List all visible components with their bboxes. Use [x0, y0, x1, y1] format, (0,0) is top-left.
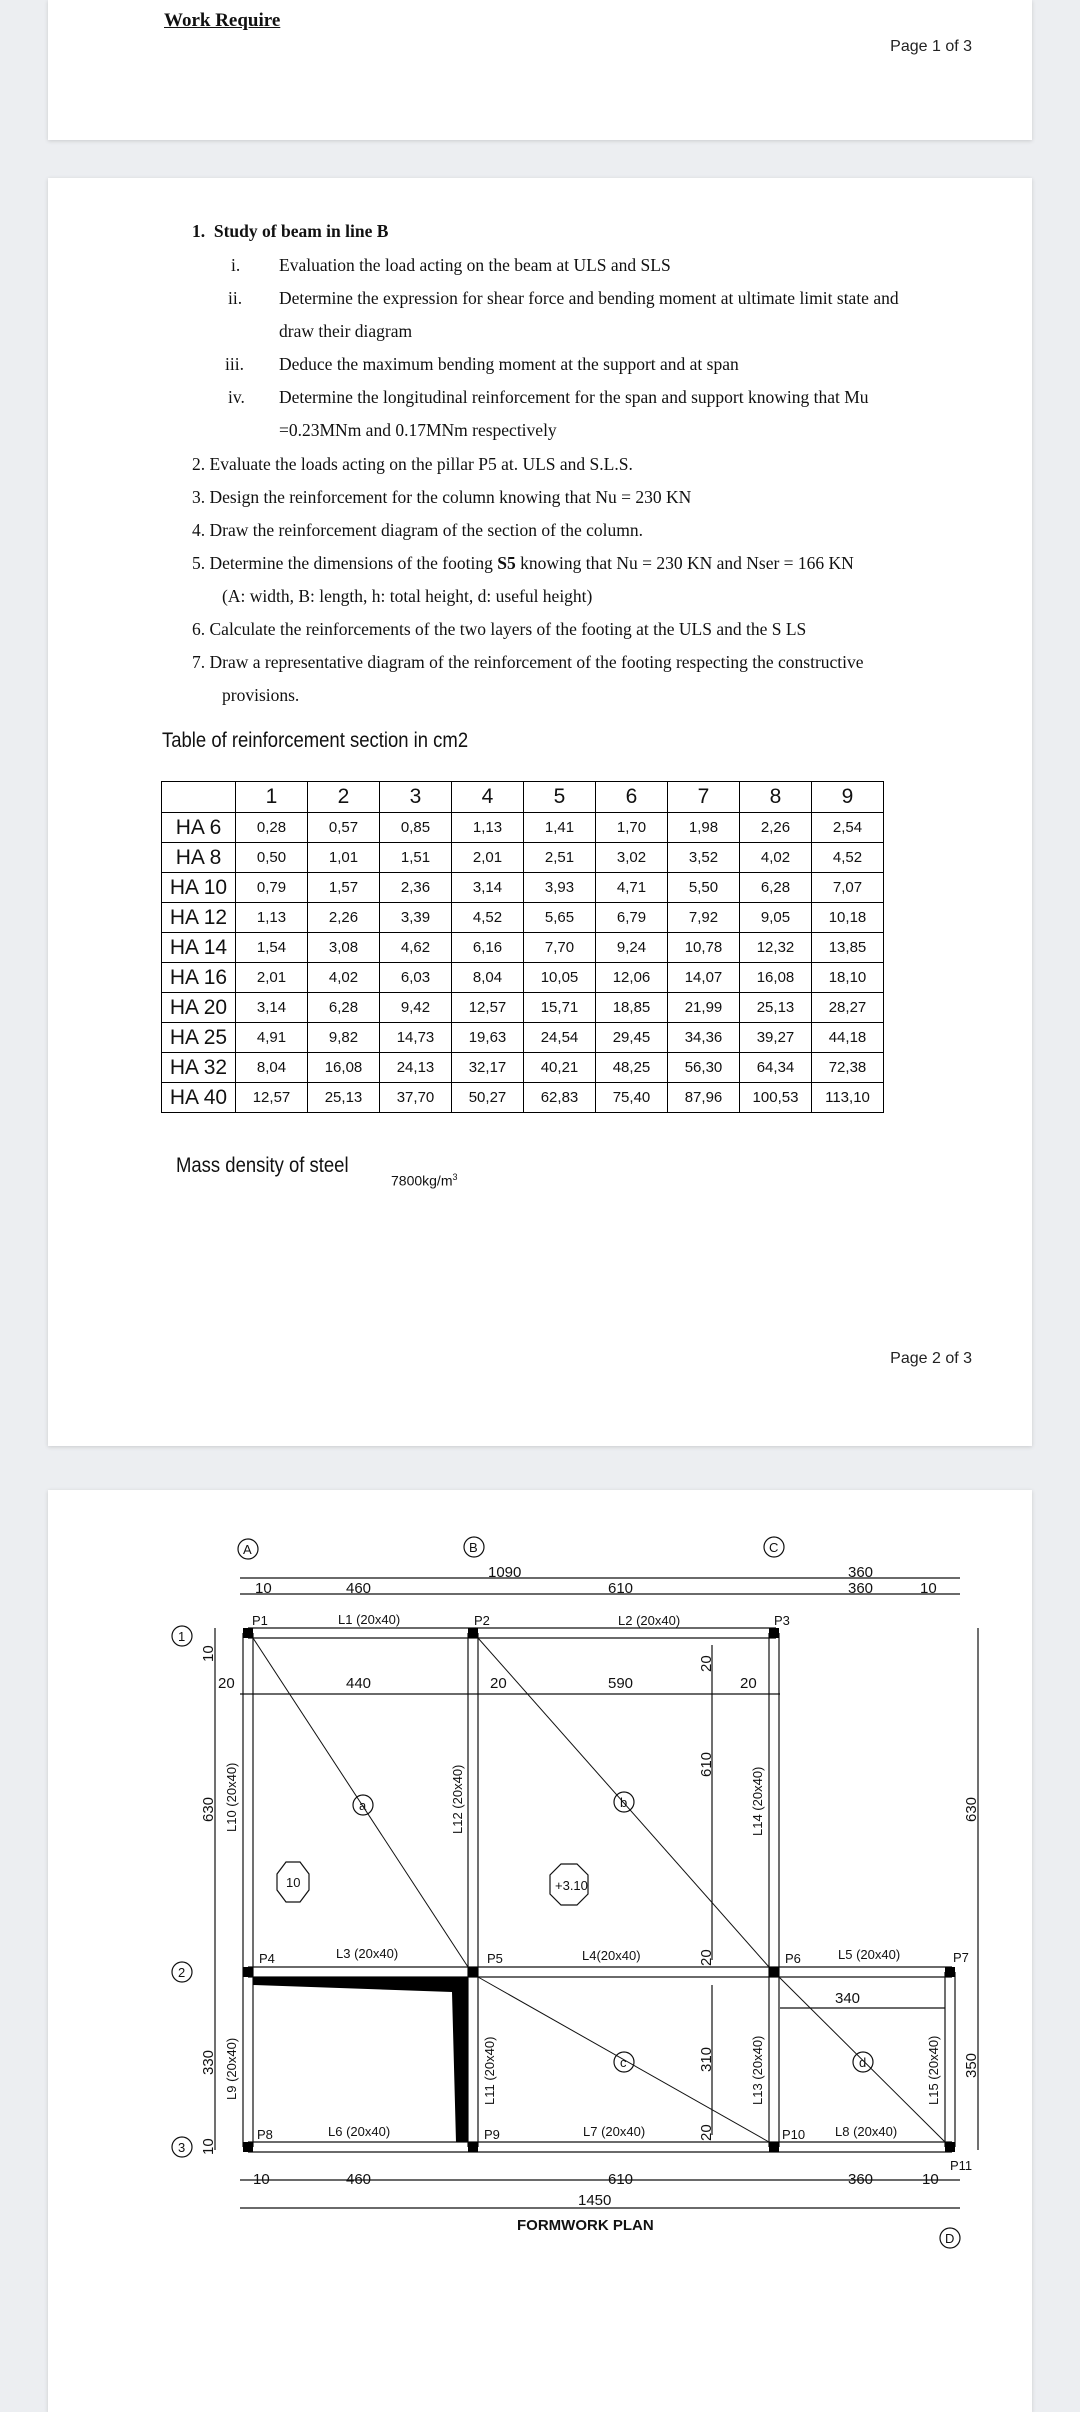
- beam-l4: L4(20x40): [582, 1948, 641, 1963]
- table-cell: 0,57: [308, 813, 380, 843]
- pillar-p10: P10: [782, 2127, 806, 2142]
- table-cell: 1,01: [308, 843, 380, 873]
- pillar-p8: P8: [257, 2127, 273, 2142]
- dim-610-top: 610: [608, 1580, 634, 1597]
- question-7-line-2: provisions.: [222, 685, 300, 705]
- table-title: Table of reinforcement section in cm2: [162, 729, 469, 752]
- table-cell: 5,65: [524, 903, 596, 933]
- table-cell: 4,02: [740, 843, 812, 873]
- table-cell: 113,10: [812, 1083, 884, 1113]
- table-cell: 9,82: [308, 1023, 380, 1053]
- table-header-cell: 3: [380, 782, 452, 813]
- dim-20: 20: [490, 1675, 507, 1692]
- table-cell: 5,50: [668, 873, 740, 903]
- table-cell: 50,27: [452, 1083, 524, 1113]
- table-cell: 3,08: [308, 933, 380, 963]
- question-3: 3. Design the reinforcement for the column knowing that Nu = 230 KN: [192, 487, 692, 507]
- table-cell: 2,36: [380, 873, 452, 903]
- beam-l2: L2 (20x40): [618, 1613, 681, 1628]
- table-cell: 10,78: [668, 933, 740, 963]
- table-cell: 75,40: [596, 1083, 668, 1113]
- table-cell: 64,34: [740, 1053, 812, 1083]
- table-cell: 1,13: [236, 903, 308, 933]
- slab-b: b: [620, 1795, 628, 1810]
- table-cell: 25,13: [740, 993, 812, 1023]
- axis-d-label: D: [945, 2231, 955, 2246]
- table-cell: 6,16: [452, 933, 524, 963]
- pillar-p11: P11: [950, 2158, 973, 2173]
- table-cell: 4,91: [236, 1023, 308, 1053]
- table-cell: 100,53: [740, 1083, 812, 1113]
- question-7: 7. Draw a representative diagram of the reinforcement of the footing respecting the constructive: [192, 652, 864, 672]
- pillar-p3: P3: [774, 1613, 790, 1628]
- table-cell: 4,02: [308, 963, 380, 993]
- table-cell: 3,52: [668, 843, 740, 873]
- table-cell: 2,01: [236, 963, 308, 993]
- table-cell: 8,04: [236, 1053, 308, 1083]
- table-cell: 1,54: [236, 933, 308, 963]
- slab-a: a: [359, 1798, 367, 1813]
- dim-630-right: 630: [963, 1796, 980, 1822]
- page-number: Page 1 of 3: [890, 38, 972, 55]
- dim-360: 360: [848, 1580, 874, 1597]
- table-cell: 32,17: [452, 1053, 524, 1083]
- table-cell: 44,18: [812, 1023, 884, 1053]
- footing-id: S5: [497, 553, 516, 573]
- dim-10-top-left: 10: [255, 1580, 272, 1597]
- table-cell: 29,45: [596, 1023, 668, 1053]
- axis-c-label: C: [769, 1540, 779, 1555]
- table-cell: 2,51: [524, 843, 596, 873]
- table-cell: 2,26: [308, 903, 380, 933]
- dim-1090: 1090: [488, 1564, 522, 1581]
- question-5-text-end: knowing that Nu = 230 KN and Nser = 166 KN: [515, 553, 854, 573]
- table-cell: 16,08: [740, 963, 812, 993]
- table-cell: 0,50: [236, 843, 308, 873]
- dim-10-left-top: 10: [200, 1645, 217, 1662]
- dim-460-bottom: 460: [346, 2171, 372, 2188]
- table-cell: 21,99: [668, 993, 740, 1023]
- table-cell: 10,18: [812, 903, 884, 933]
- question-5-text: 5. Determine the dimensions of the footing: [192, 553, 498, 573]
- table-cell: 3,02: [596, 843, 668, 873]
- dim-610-vertical: 610: [698, 1751, 715, 1777]
- level-mark: +3.10: [555, 1878, 588, 1893]
- q1-item-number: iii.: [225, 354, 244, 374]
- pillar-p7: P7: [953, 1950, 969, 1965]
- slab-c: c: [620, 2055, 627, 2070]
- dim-360-top: 360: [848, 1564, 874, 1581]
- bar-type-label: HA 40: [162, 1083, 236, 1113]
- table-cell: 39,27: [740, 1023, 812, 1053]
- table-cell: 4,62: [380, 933, 452, 963]
- dim-1450: 1450: [578, 2192, 612, 2209]
- question-2: 2. Evaluate the loads acting on the pillar P5 at. ULS and S.L.S.: [192, 454, 633, 474]
- table-cell: 8,04: [452, 963, 524, 993]
- plan-title: FORMWORK PLAN: [517, 2217, 654, 2234]
- table-cell: 4,52: [812, 843, 884, 873]
- q1-item-text: =0.23MNm and 0.17MNm respectively: [279, 420, 557, 440]
- q1-item-text: Determine the expression for shear force and bending moment at ultimate limit state and: [279, 288, 899, 308]
- table-header-cell: 9: [812, 782, 884, 813]
- mark-10: 10: [286, 1875, 301, 1890]
- beam-l15: L15 (20x40): [926, 2035, 941, 2105]
- table-cell: 1,41: [524, 813, 596, 843]
- axis-a-label: A: [243, 1542, 252, 1557]
- table-cell: 7,92: [668, 903, 740, 933]
- dim-340: 340: [835, 1990, 861, 2007]
- q1-item-text: Determine the longitudinal reinforcement for the span and support knowing that Mu: [279, 387, 869, 407]
- dim-630-left: 630: [200, 1796, 217, 1822]
- table-cell: 2,01: [452, 843, 524, 873]
- axis-3-label: 3: [178, 2140, 186, 2155]
- beam-l13: L13 (20x40): [750, 2035, 765, 2105]
- q1-item-number: ii.: [228, 288, 243, 308]
- dim-330: 330: [200, 2049, 217, 2075]
- bar-type-label: HA 14: [162, 933, 236, 963]
- bar-type-label: HA 32: [162, 1053, 236, 1083]
- beam-l3: L3 (20x40): [336, 1946, 399, 1961]
- pillar-p9: P9: [484, 2127, 500, 2142]
- table-cell: 10,05: [524, 963, 596, 993]
- table-cell: 12,57: [452, 993, 524, 1023]
- beam-l1: L1 (20x40): [338, 1612, 401, 1627]
- axis-b-label: B: [469, 1540, 478, 1555]
- q1-item-number: i.: [231, 255, 241, 275]
- question-4: 4. Draw the reinforcement diagram of the section of the column.: [192, 520, 643, 540]
- table-cell: 9,42: [380, 993, 452, 1023]
- page-number-2: Page 2 of 3: [890, 1350, 972, 1367]
- table-cell: 6,79: [596, 903, 668, 933]
- bar-type-label: HA 25: [162, 1023, 236, 1053]
- bar-type-label: HA 8: [162, 843, 236, 873]
- pillar-p2: P2: [474, 1613, 490, 1628]
- pillar-p1: P1: [252, 1613, 268, 1628]
- bar-type-label: HA 16: [162, 963, 236, 993]
- beam-l7: L7 (20x40): [583, 2124, 646, 2139]
- table-cell: 7,70: [524, 933, 596, 963]
- density-exponent: 3: [452, 1172, 458, 1182]
- page-header: Work Require: [164, 10, 281, 31]
- beam-l11: L11 (20x40): [482, 2036, 497, 2105]
- q1-item-text: Deduce the maximum bending moment at the support and at span: [279, 354, 739, 374]
- table-cell: 1,51: [380, 843, 452, 873]
- dim-610-bottom: 610: [608, 2171, 634, 2188]
- table-cell: 13,85: [812, 933, 884, 963]
- table-cell: 62,83: [524, 1083, 596, 1113]
- table-cell: 2,26: [740, 813, 812, 843]
- table-cell: 24,54: [524, 1023, 596, 1053]
- table-cell: 12,57: [236, 1083, 308, 1113]
- table-cell: 16,08: [308, 1053, 380, 1083]
- table-cell: 1,57: [308, 873, 380, 903]
- table-cell: 18,10: [812, 963, 884, 993]
- table-header-cell: 2: [308, 782, 380, 813]
- dim-440: 440: [346, 1675, 372, 1692]
- q1-item-text: Evaluation the load acting on the beam at ULS and SLS: [279, 255, 671, 275]
- table-cell: 40,21: [524, 1053, 596, 1083]
- bar-type-label: HA 20: [162, 993, 236, 1023]
- table-header-cell: 1: [236, 782, 308, 813]
- table-cell: 4,71: [596, 873, 668, 903]
- density-value: 7800kg/m: [391, 1172, 453, 1189]
- table-cell: 34,36: [668, 1023, 740, 1053]
- dim-590: 590: [608, 1675, 634, 1692]
- table-cell: 14,07: [668, 963, 740, 993]
- dim-10-left-bottom: 10: [200, 2138, 217, 2155]
- table-cell: 3,14: [452, 873, 524, 903]
- pillars: [243, 1628, 955, 2152]
- dim-10-bottom-left: 10: [253, 2171, 270, 2188]
- table-cell: 37,70: [380, 1083, 452, 1113]
- question-6: 6. Calculate the reinforcements of the two layers of the footing at the ULS and the S LS: [192, 619, 807, 639]
- bar-type-label: HA 6: [162, 813, 236, 843]
- table-cell: 28,27: [812, 993, 884, 1023]
- dim-310: 310: [698, 2046, 715, 2072]
- table-cell: 3,39: [380, 903, 452, 933]
- q1-item-number: iv.: [228, 387, 245, 407]
- axis-2-label: 2: [178, 1965, 186, 1980]
- table-cell: 12,06: [596, 963, 668, 993]
- table-header-cell: 7: [668, 782, 740, 813]
- table-cell: 3,14: [236, 993, 308, 1023]
- table-cell: 24,13: [380, 1053, 452, 1083]
- dim-10-top-right: 10: [920, 1580, 937, 1597]
- table-header-cell: 4: [452, 782, 524, 813]
- table-cell: 15,71: [524, 993, 596, 1023]
- table-header-cell: 6: [596, 782, 668, 813]
- table-cell: 87,96: [668, 1083, 740, 1113]
- dim-20: 20: [740, 1675, 757, 1692]
- table-cell: 6,03: [380, 963, 452, 993]
- table-cell: 9,24: [596, 933, 668, 963]
- table-cell: 0,28: [236, 813, 308, 843]
- pillar-p5: P5: [487, 1951, 503, 1966]
- table-cell: 14,73: [380, 1023, 452, 1053]
- table-cell: 0,79: [236, 873, 308, 903]
- beam-l10: L10 (20x40): [224, 1762, 239, 1832]
- axis-1-label: 1: [178, 1629, 186, 1644]
- table-cell: 12,32: [740, 933, 812, 963]
- table-cell: 4,52: [452, 903, 524, 933]
- question-1-number: 1.: [192, 221, 206, 241]
- dim-360-bottom: 360: [848, 2171, 874, 2188]
- beam-l6: L6 (20x40): [328, 2124, 391, 2139]
- beam-l12: L12 (20x40): [450, 1764, 465, 1834]
- table-cell: 7,07: [812, 873, 884, 903]
- pillar-p6: P6: [785, 1951, 801, 1966]
- bar-type-label: HA 12: [162, 903, 236, 933]
- table-header-cell: 8: [740, 782, 812, 813]
- dim-460-top: 460: [346, 1580, 372, 1597]
- beam-l9: L9 (20x40): [224, 2037, 239, 2100]
- dim-20: 20: [698, 1949, 715, 1966]
- table-cell: 48,25: [596, 1053, 668, 1083]
- table-cell: 25,13: [308, 1083, 380, 1113]
- beam-l5: L5 (20x40): [838, 1947, 901, 1962]
- table-cell: 1,98: [668, 813, 740, 843]
- table-cell: 72,38: [812, 1053, 884, 1083]
- table-header-cell: 5: [524, 782, 596, 813]
- pillar-p4: P4: [259, 1951, 275, 1966]
- dim-20: 20: [698, 2124, 715, 2141]
- dim-20: 20: [698, 1655, 715, 1672]
- dim-20: 20: [218, 1675, 235, 1692]
- table-cell: 19,63: [452, 1023, 524, 1053]
- table-cell: 56,30: [668, 1053, 740, 1083]
- question-5-line-2: (A: width, B: length, h: total height, d: useful height): [222, 586, 593, 606]
- bar-type-label: HA 10: [162, 873, 236, 903]
- beam-l8: L8 (20x40): [835, 2124, 898, 2139]
- table-cell: 3,93: [524, 873, 596, 903]
- dim-10-bottom-right: 10: [922, 2171, 939, 2188]
- slab-d: d: [859, 2055, 867, 2070]
- table-cell: 9,05: [740, 903, 812, 933]
- table-cell: 6,28: [308, 993, 380, 1023]
- dim-350: 350: [963, 2052, 980, 2078]
- question-1-title: Study of beam in line B: [213, 221, 389, 241]
- table-cell: 1,13: [452, 813, 524, 843]
- table-cell: 18,85: [596, 993, 668, 1023]
- table-cell: 1,70: [596, 813, 668, 843]
- mass-density-label: Mass density of steel: [176, 1154, 349, 1177]
- table-cell: 0,85: [380, 813, 452, 843]
- beam-l14: L14 (20x40): [750, 1766, 765, 1836]
- table-cell: 6,28: [740, 873, 812, 903]
- table-cell: 2,54: [812, 813, 884, 843]
- q1-item-text: draw their diagram: [279, 321, 413, 341]
